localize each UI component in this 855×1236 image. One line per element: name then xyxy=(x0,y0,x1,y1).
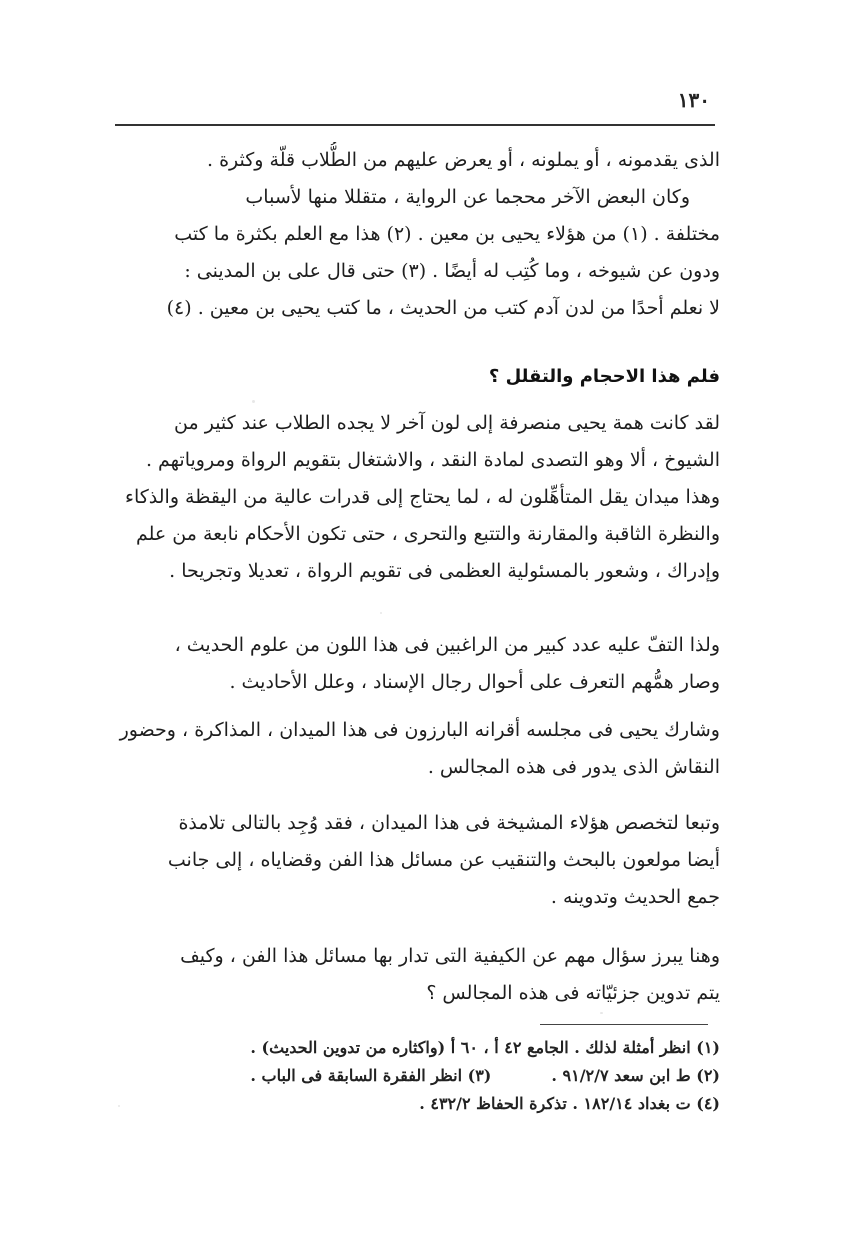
text-line: الشيوخ ، ألا وهو التصدى لمادة النقد ، والاشتغال بتقويم الرواة ومروياتهم . xyxy=(145,449,720,471)
text-line: لقد كانت همة يحيى منصرفة إلى لون آخر لا يجده الطلاب عند كثير من xyxy=(174,412,720,434)
text-line: وهذا ميدان يقل المتأهِّلون له ، لما يحتاج إلى قدرات عالية من اليقظة والذكاء xyxy=(125,486,720,508)
footnote-row-2-3 xyxy=(110,1062,720,1090)
text-line: وتبعا لتخصص هؤلاء المشيخة فى هذا الميدان ، فقد وُجِد بالتالى تلامذة xyxy=(178,812,720,834)
footnote-4: (٤) ت بغداد ١٨٢/١٤ . تذكرة الحفاظ ٤٣٢/٢ . xyxy=(419,1094,720,1113)
text-line: ولذا التفّ عليه عدد كبير من الراغبين فى هذا اللون من علوم الحديث ، xyxy=(174,634,720,656)
header-rule xyxy=(115,124,715,126)
footnotes xyxy=(110,1034,720,1118)
page-number: ١٣٠ xyxy=(677,88,710,112)
footnote-2: (٢) ط ابن سعد ٩١/٢/٧ . xyxy=(551,1066,720,1085)
footnote-1: (١) انظر أمثلة لذلك . الجامع ٤٢ أ ، ٦٠ أ (واكثاره من تدوين الحديث) . xyxy=(250,1038,720,1057)
scan-speck xyxy=(118,1105,120,1107)
scan-speck xyxy=(380,612,382,614)
text-line: وصار همُّهم التعرف على أحوال رجال الإسناد ، وعلل الأحاديث . xyxy=(229,671,720,693)
text-line: والنظرة الثاقبة والمقارنة والتتبع والتحرى ، حتى تكون الأحكام نابعة من علم xyxy=(136,523,720,545)
intro-paragraph xyxy=(110,142,720,327)
footnote-3: (٣) انظر الفقرة السابقة فى الباب . xyxy=(250,1066,492,1085)
text-line: أيضا مولعون بالبحث والتنقيب عن مسائل هذا الفن وقضاياه ، إلى جانب xyxy=(167,849,720,871)
scan-speck xyxy=(252,400,255,403)
section-paragraph-1 xyxy=(110,405,720,590)
text-line: ودون عن شيوخه ، وما كُتِب له أيضًا . (٣) حتى قال على بن المدينى : xyxy=(184,260,720,282)
section-paragraph-2 xyxy=(110,627,720,701)
text-line: النقاش الذى يدور فى هذه المجالس . xyxy=(427,756,720,778)
footnote-rule xyxy=(540,1024,708,1025)
text-line: يتم تدوين جزئيّاته فى هذه المجالس ؟ xyxy=(426,982,720,1004)
section-paragraph-4 xyxy=(110,805,720,916)
text-line: لا نعلم أحدًا من لدن آدم كتب من الحديث ، ما كتب يحيى بن معين . (٤) xyxy=(166,297,720,319)
text-line: جمع الحديث وتدوينه . xyxy=(550,886,720,908)
section-paragraph-3 xyxy=(110,712,720,786)
footnote-spacer xyxy=(491,1062,551,1090)
text-line: الذى يقدمونه ، أو يملونه ، أو يعرض عليهم من الطُّلاب قلّة وكثرة . xyxy=(207,149,720,171)
section-paragraph-5 xyxy=(110,938,720,1012)
text-line: وهنا يبرز سؤال مهم عن الكيفية التى تدار بها مسائل هذا الفن ، وكيف xyxy=(180,945,720,967)
section-heading: فلم هذا الاحجام والتقلل ؟ xyxy=(488,366,720,387)
text-line: وكان البعض الآخر محجما عن الرواية ، متقللا منها لأسباب xyxy=(245,186,690,208)
scan-speck xyxy=(600,1012,603,1014)
text-line: مختلفة . (١) من هؤلاء يحيى بن معين . (٢) هذا مع العلم بكثرة ما كتب xyxy=(174,223,720,245)
text-line: وإدراك ، وشعور بالمسئولية العظمى فى تقويم الرواة ، تعديلا وتجريحا . xyxy=(169,560,720,582)
text-line: وشارك يحيى فى مجلسه أقرانه البارزون فى هذا الميدان ، المذاكرة ، وحضور xyxy=(119,719,720,741)
